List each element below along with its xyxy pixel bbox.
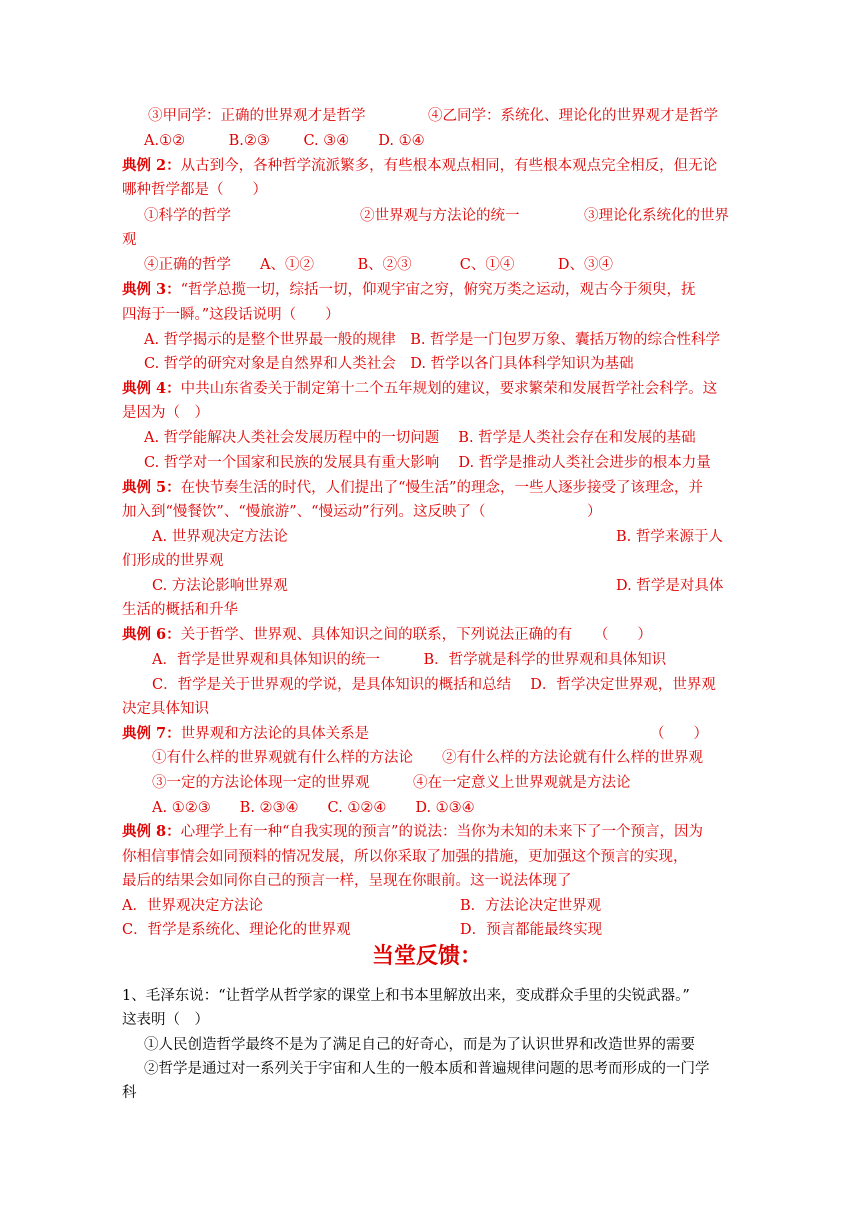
prev-option-3: ③甲同学：正确的世界观才是哲学 [148, 108, 366, 124]
example-8-option-a: A．世界观决定方法论 [122, 898, 263, 914]
example-2-option-3-cont: 观 [122, 232, 137, 248]
example-6-question [122, 625, 652, 645]
example-3-label: 典例 3： [122, 281, 181, 298]
example-4-question [122, 379, 717, 399]
feedback-q1-option-1: ①人民创造哲学最终不是为了满足自己的好奇心，而是为了认识世界和改造世界的需要 [144, 1037, 695, 1053]
example-7-answer-paren: （ ） [650, 726, 708, 742]
example-5-text-2: 加入到“慢餐饮”、“慢旅游”、“慢运动”行列。这反映了（ ） [122, 504, 602, 520]
prev-option-4: ④乙同学：系统化、理论化的世界观才是哲学 [428, 108, 718, 124]
example-3-text-2: 四海于一瞬。”这段话说明（ ） [122, 307, 340, 323]
example-4-options-ab: A. 哲学能解决人类社会发展历程中的一切问题 B. 哲学是人类社会存在和发展的基础 [144, 430, 696, 446]
example-4-text-1: 中共山东省委关于制定第十二个五年规划的建议，要求繁荣和发展哲学社会科学。这 [180, 381, 718, 397]
example-5-option-d-cont: 生活的概括和升华 [122, 602, 238, 618]
example-2-option-3: ③理论化系统化的世界 [584, 208, 729, 224]
example-2-option-4-and-choices: ④正确的哲学 A、①② B、②③ C、①④ D、③④ [144, 257, 613, 273]
feedback-q1-text-1: 1、毛泽东说：“让哲学从哲学家的课堂上和书本里解放出来，变成群众手里的尖锐武器。” [122, 988, 690, 1004]
section-title-feedback: 当堂反馈： [372, 943, 483, 969]
example-2-label: 典例 2： [122, 157, 181, 174]
example-7-question [122, 724, 369, 744]
example-6-options-cd: C．哲学是关于世界观的学说，是具体知识的概括和总结 D．哲学决定世界观，世界观 [152, 677, 716, 693]
example-2-option-2: ②世界观与方法论的统一 [360, 208, 520, 224]
example-5-text-1: 在快节奏生活的时代，人们提出了“慢生活”的理念，一些人逐步接受了该理念，并 [180, 480, 703, 496]
example-8-text-1: 心理学上有一种“自我实现的预言”的说法：当你为未知的未来下了一个预言，因为 [180, 824, 703, 840]
example-8-option-c: C．哲学是系统化、理论化的世界观 [122, 922, 351, 938]
example-3-question [122, 280, 696, 300]
example-2-text-1: 从古到今，各种哲学流派繁多，有些根本观点相同，有些根本观点完全相反，但无论 [180, 158, 718, 174]
example-8-label: 典例 8： [122, 823, 181, 840]
example-7-options-12: ①有什么样的世界观就有什么样的方法论 ②有什么样的方法论就有什么样的世界观 [152, 750, 703, 766]
example-5-option-b: B. 哲学来源于人 [616, 529, 723, 545]
example-6-option-d-cont: 决定具体知识 [122, 701, 209, 717]
feedback-q1-option-2: ②哲学是通过对一系列关于宇宙和人生的一般本质和普遍规律问题的思考而形成的一门学 [144, 1061, 710, 1077]
example-7-text-1: 世界观和方法论的具体关系是 [180, 726, 370, 742]
example-5-question [122, 478, 703, 498]
example-8-option-d: D．预言都能最终实现 [460, 922, 603, 938]
example-5-option-a: A. 世界观决定方法论 [152, 529, 288, 545]
example-3-options-ab: A. 哲学揭示的是整个世界最一般的规律 B. 哲学是一门包罗万象、囊括万物的综合性科学 [144, 332, 721, 348]
example-3-options-cd: C. 哲学的研究对象是自然界和人类社会 D. 哲学以各门具体科学知识为基础 [144, 356, 634, 372]
example-7-answer-choices: A. ①②③ B. ②③④ C. ①②④ D. ①③④ [152, 800, 475, 816]
example-5-option-b-cont: 们形成的世界观 [122, 553, 224, 569]
example-6-label: 典例 6： [122, 626, 181, 643]
example-6-text-1: 关于哲学、世界观、具体知识之间的联系，下列说法正确的有 （ ） [180, 627, 652, 643]
example-8-text-3: 最后的结果会如同你自己的预言一样，呈现在你眼前。这一说法体现了 [122, 873, 572, 889]
example-3-text-1: “哲学总揽一切，综括一切，仰观宇宙之穷，俯究万类之运动，观古今于须臾，抚 [180, 282, 696, 298]
example-2-text-2: 哪种哲学都是（ ） [122, 182, 267, 198]
example-5-option-d: D. 哲学是对具体 [616, 578, 724, 594]
example-8-option-b: B．方法论决定世界观 [460, 898, 602, 914]
example-4-options-cd: C. 哲学对一个国家和民族的发展具有重大影响 D. 哲学是推动人类社会进步的根本力量 [144, 455, 711, 471]
feedback-q1-text-2: 这表明（ ） [122, 1012, 209, 1028]
example-2-option-1: ①科学的哲学 [144, 208, 231, 224]
example-5-option-c: C. 方法论影响世界观 [152, 578, 288, 594]
prev-answer-choices: A.①② B.②③ C. ③④ D. ①④ [144, 133, 425, 149]
feedback-q1-option-2-cont: 科 [122, 1085, 137, 1101]
example-4-label: 典例 4： [122, 380, 181, 397]
example-7-label: 典例 7： [122, 725, 181, 742]
example-6-options-ab: A．哲学是世界观和具体知识的统一 B．哲学就是科学的世界观和具体知识 [152, 652, 667, 668]
example-8-text-2: 你相信事情会如同预料的情况发展，所以你采取了加强的措施，更加强这个预言的实现， [122, 849, 688, 865]
example-2-question [122, 156, 717, 176]
example-8-question [122, 822, 703, 842]
example-7-options-34: ③一定的方法论体现一定的世界观 ④在一定意义上世界观就是方法论 [152, 775, 631, 791]
example-5-label: 典例 5： [122, 479, 181, 496]
example-4-text-2: 是因为（ ） [122, 405, 209, 421]
